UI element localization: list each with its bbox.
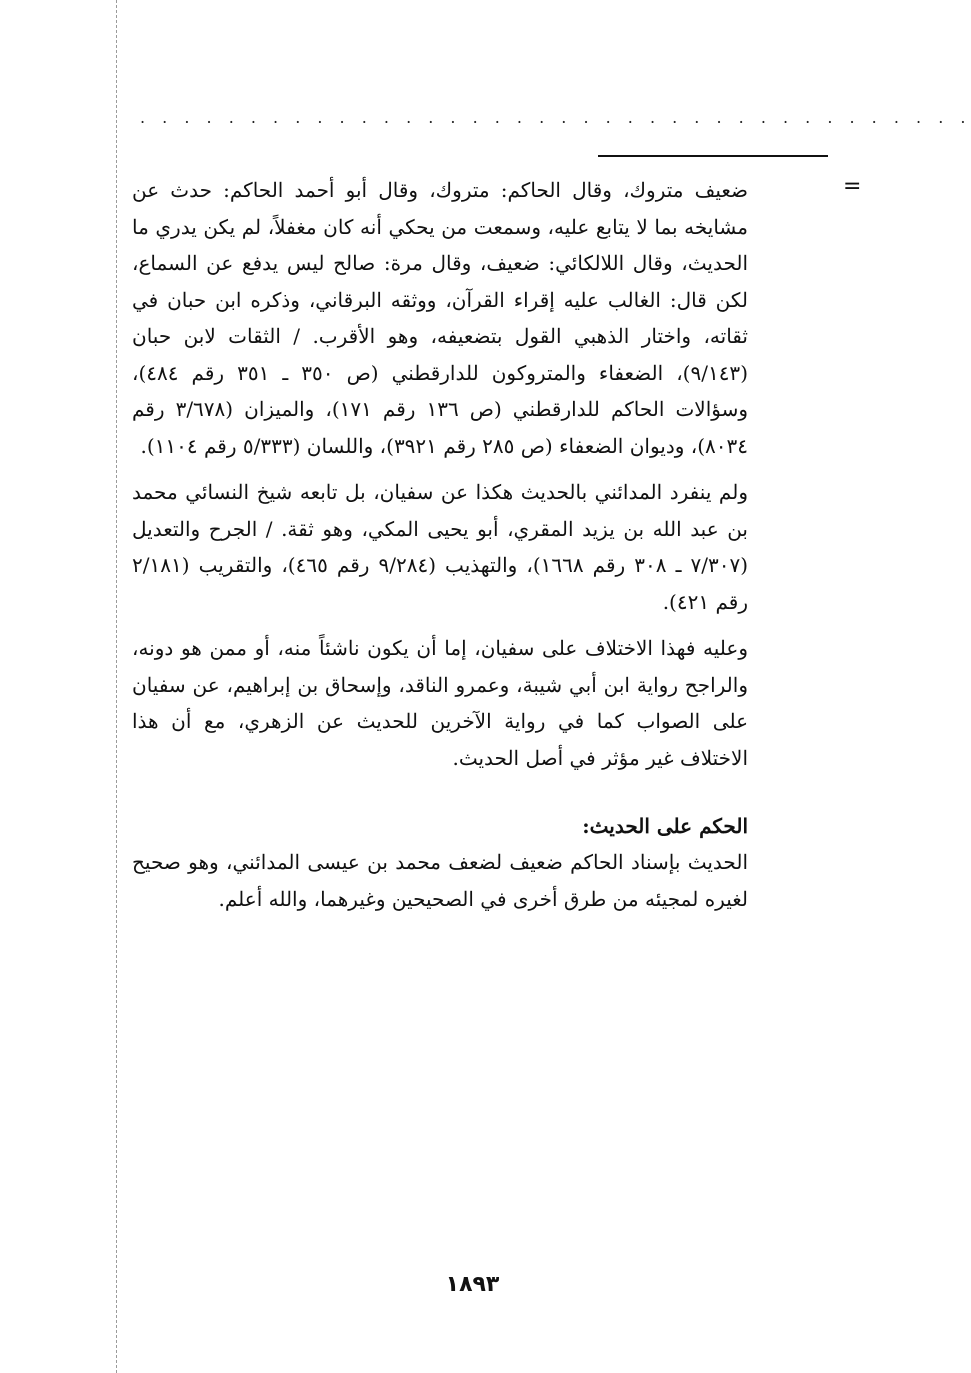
page-content bbox=[132, 172, 748, 917]
page-number: ١٨٩٣ bbox=[445, 1272, 500, 1297]
footnote-separator-line bbox=[598, 155, 828, 157]
separator-dots: . . . . . . . . . . . . . . . . . . . . . . . . . . . . . . . . . . . . . . bbox=[140, 108, 971, 127]
ruling-heading: الحكم على الحديث: bbox=[582, 814, 748, 838]
body-paragraph-follow-up: ولم ينفرد المدائني بالحديث هكذا عن سفيان، بل تابعه شيخ النسائي محمد بن عبد الله بن يزيد المقري، أبو يحيى المكي، وهو ثقة. / الجرح والتعديل (٧/٣٠٧ ـ ٣٠٨ رقم ١٦٦٨)، والتهذيب (٩/٢٨٤ رقم ٤٦٥)، والتقريب (٢/١٨١ رقم ٤٢١). bbox=[132, 480, 749, 614]
footnote-paragraph: ضعيف متروك، وقال الحاكم: متروك، وقال أبو أحمد الحاكم: حدث عن مشايخه بما لا يتابع عليه، وسمعت من يحكي أنه كان مغفلاً، لم يكن يدري ما الحديث، وقال اللالكائي: ضعيف، وقال مرة: صالح ليس يدفع عن السماع، لكن قال: الغالب عليه إقراء القرآن، ووثقه البرقاني، وذكره ابن حبان في ثقاته، واختار الذهبي القول بتضعيفه، وهو الأقرب. / الثقات لابن حبان (٩/١٤٣)، الضعفاء والمتروكون للدارقطني (ص ٣٥٠ ـ ٣٥١ رقم ٤٨٤)، وسؤالات الحاكم للدارقطني (ص ١٣٦ رقم ١٧١)، والميزان (٣/٦٧٨ رقم ٨٠٣٤)، وديوان الضعفاء (ص ٢٨٥ رقم ٣٩٢١)، واللسان (٥/٣٣٣ رقم ١١٠٤). bbox=[132, 178, 749, 458]
footnote-continuation-mark: = bbox=[843, 174, 862, 199]
body-paragraph-discrepancy: وعليه فهذا الاختلاف على سفيان، إما أن يكون ناشئاً منه، أو ممن هو دونه، والراجح رواية ابن أبي شيبة، وعمرو الناقد، وإسحاق بن إبراهيم، عن سفيان على الصواب كما في رواية الآخرين للحديث عن الزهري، مع أن هذا الاختلاف غير مؤثر في أصل الحديث. bbox=[132, 636, 749, 770]
page-margin-rule bbox=[116, 0, 117, 1373]
ruling-paragraph: الحديث بإسناد الحاكم ضعيف لضعف محمد بن عيسى المدائني، وهو صحيح لغيره لمجيئه من طرق أخرى في الصحيحين وغيرهما، والله أعلم. bbox=[132, 850, 748, 911]
